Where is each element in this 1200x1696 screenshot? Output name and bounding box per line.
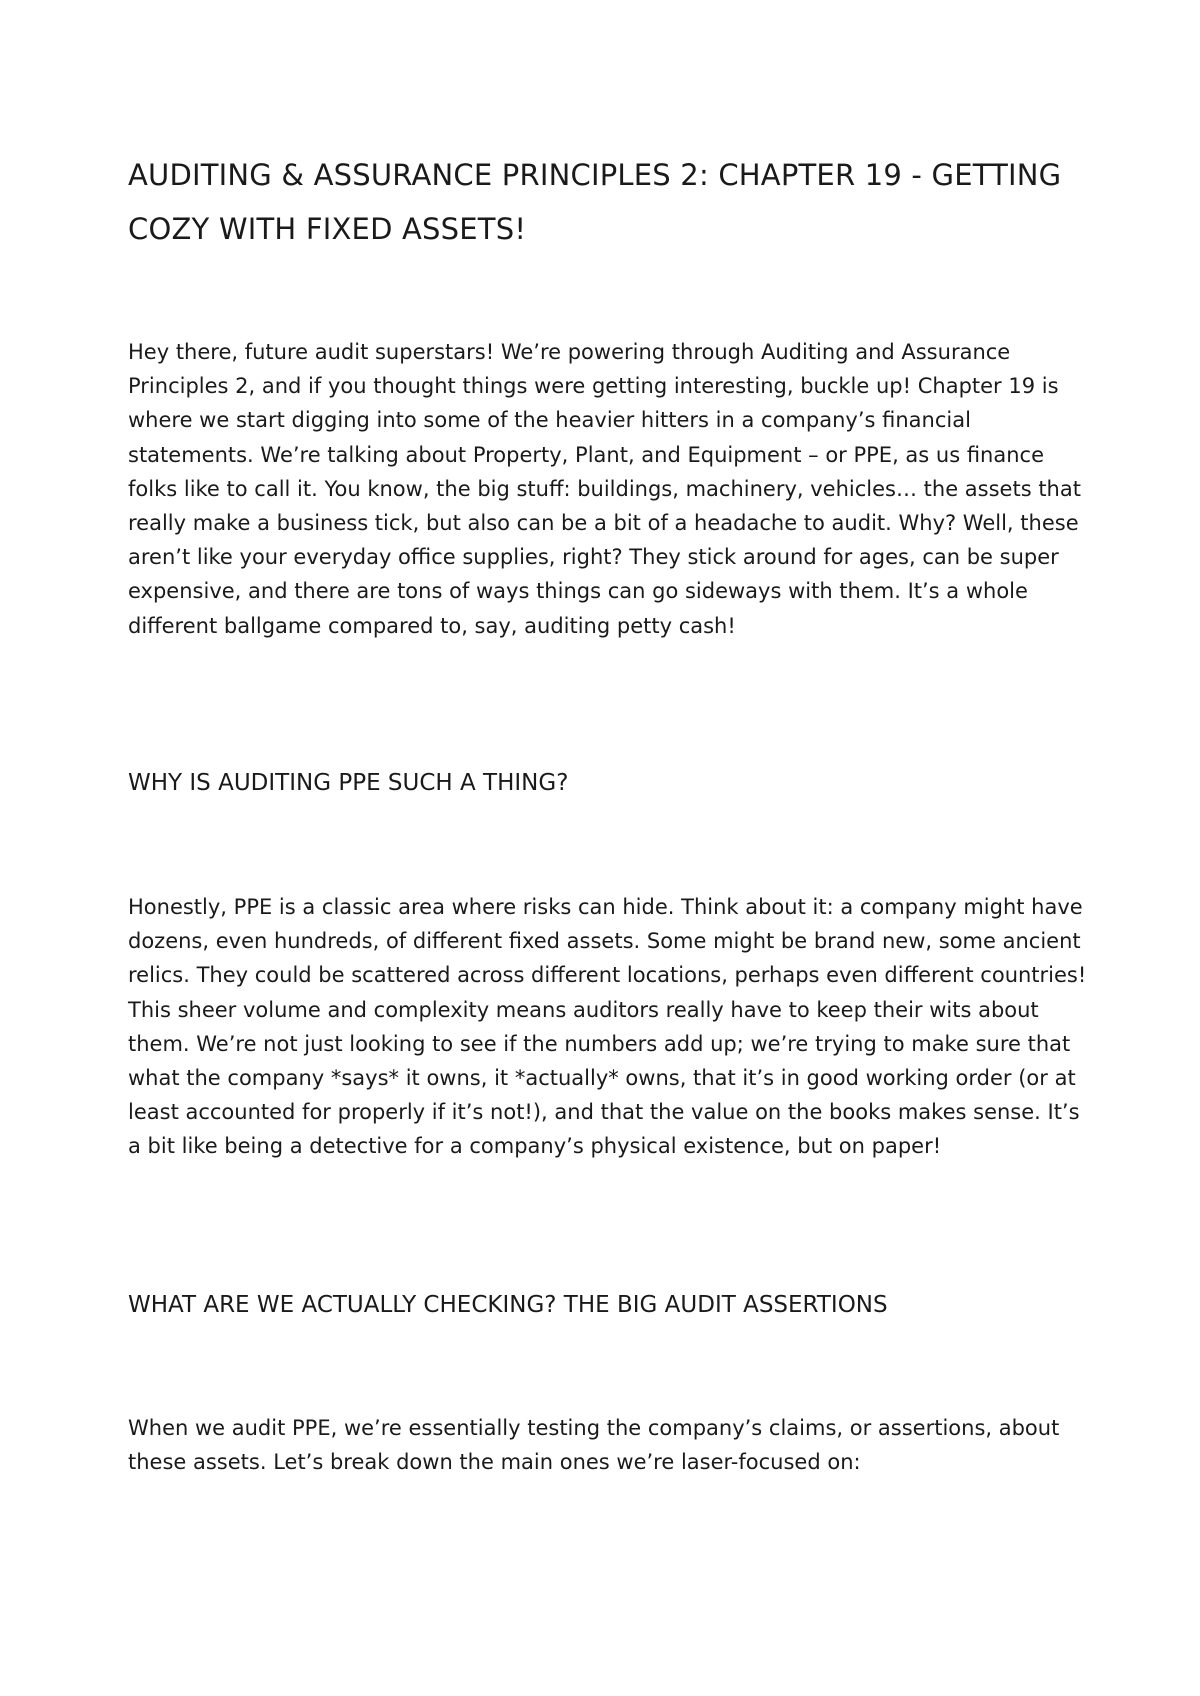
intro-paragraph: Hey there, future audit superstars! We’re powering through Auditing and Assurance Principles 2, and if you thought things were getting interesting, buckle up! Chapter 19 is where we start digging into some of the heavier hitters in a company’s financial statements. We’re talking about Property, Plant, and Equipment – or PPE, as us finance folks like to call it. You know, the big stuff: buildings, machinery, vehicles… the assets that really make a business tick, but also can be a bit of a headache to audit. Why? Well, these aren’t like your everyday office supplies, right? They stick around for ages, can be super expensive, and there are tons of ways things can go sideways with them. It’s a whole different ballgame compared to, say, auditing petty cash! — [128, 340, 1081, 638]
section-heading-why-audit-ppe: WHY IS AUDITING PPE SUCH A THING? — [128, 770, 569, 796]
section-heading-audit-assertions: WHAT ARE WE ACTUALLY CHECKING? THE BIG AUDIT ASSERTIONS — [128, 1292, 888, 1318]
section-body-why-audit-ppe: Honestly, PPE is a classic area where risks can hide. Think about it: a company might have dozens, even hundreds, of different fixed assets. Some might be brand new, some ancient relics. They could be scattered across different locations, perhaps even different countries! This sheer volume and complexity means auditors really have to keep their wits about them. We’re not just looking to see if the numbers add up; we’re trying to make sure that what the company *says* it owns, it *actually* owns, that it’s in good working order (or at least accounted for properly if it’s not!), and that the value on the books makes sense. It’s a bit like being a detective for a company’s physical existence, but on paper! — [128, 895, 1087, 1159]
section-body-audit-assertions: When we audit PPE, we’re essentially testing the company’s claims, or assertions, about these assets. Let’s break down the main ones we’re laser-focused on: — [128, 1416, 1060, 1475]
page-title: AUDITING & ASSURANCE PRINCIPLES 2: CHAPTER 19 - GETTING COZY WITH FIXED ASSETS! — [128, 158, 1062, 246]
